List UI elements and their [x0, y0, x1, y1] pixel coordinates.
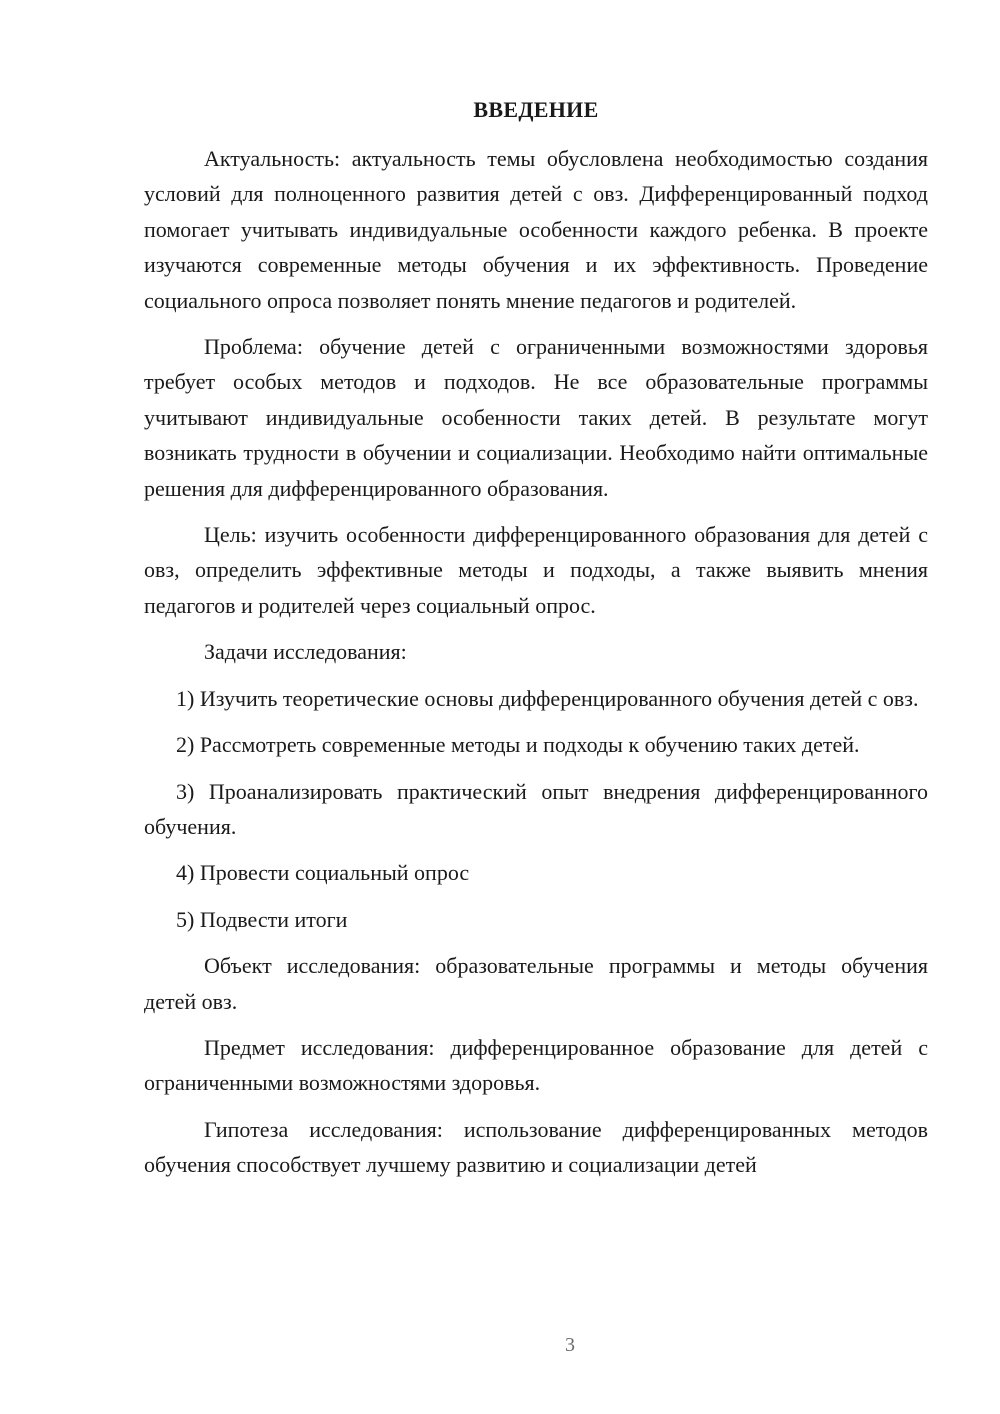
problem-paragraph: Проблема: обучение детей с ограниченными возможностями здоровья требует особых методов и подходов. Не все образовательные программы учитывают индивидуальные особенности таких детей. В результате могут возникать трудности в обучении и социализации. Необходимо найти оптимальные решения для дифференцированного образования.	[144, 334, 928, 501]
goal-paragraph: Цель: изучить особенности дифференцированного образования для детей с овз, определить эффективные методы и подходы, а также выявить мнения педагогов и родителей через социальный опрос.	[144, 522, 928, 618]
task-item: 2) Рассмотреть современные методы и подходы к обучению таких детей.	[176, 732, 860, 758]
subject-paragraph: Предмет исследования: дифференцированное образование для детей с ограниченными возможностями здоровья.	[144, 1034, 928, 1096]
task-item: 1) Изучить теоретические основы дифференцированного обучения детей с овз.	[176, 685, 919, 711]
task-item: 5) Подвести итоги	[176, 906, 348, 932]
page-content	[144, 92, 928, 1194]
relevance-paragraph: Актуальность: актуальность темы обусловлена необходимостью создания условий для полноценного развития детей с овз. Дифференцированный подход помогает учитывать индивидуальные особенности каждого ребенка. В проекте изучаются современные методы обучения и их эффективность. Проведение социального опроса позволяет понять мнение педагогов и родителей.	[144, 146, 928, 313]
task-item: 4) Провести социальный опрос	[176, 860, 470, 886]
section-heading: ВВЕДЕНИЕ	[473, 97, 599, 122]
task-item: 3) Проанализировать практический опыт внедрения дифференцированного обучения.	[144, 778, 928, 839]
hypothesis-paragraph: Гипотеза исследования: использование дифференцированных методов обучения способствует лучшему развитию и социализации детей	[144, 1116, 928, 1178]
page-number: 3	[565, 1334, 575, 1356]
tasks-title: Задачи исследования:	[204, 639, 407, 665]
object-paragraph: Объект исследования: образовательные программы и методы обучения детей овз.	[144, 953, 928, 1014]
